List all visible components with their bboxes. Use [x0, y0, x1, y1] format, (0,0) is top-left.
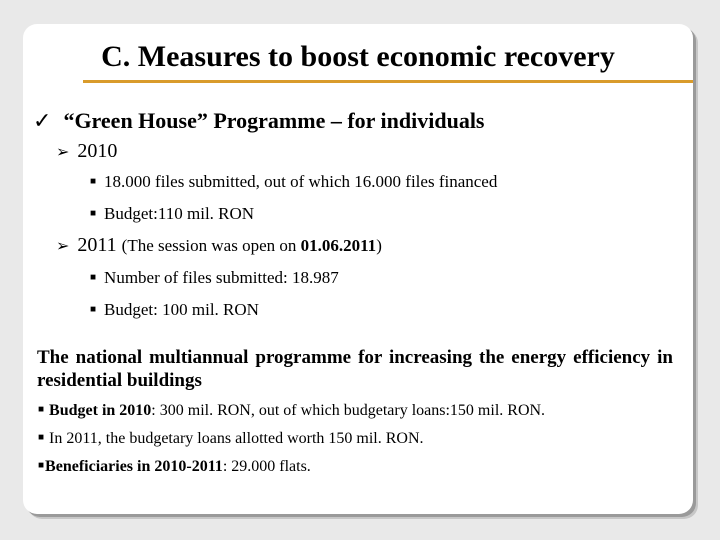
square-bullet-icon: ■: [90, 304, 97, 315]
arrow-bullet-icon: ➢: [56, 238, 70, 255]
checkmark-icon: ✓: [33, 108, 52, 133]
green-house-heading-line: [33, 108, 485, 134]
arrow-bullet-icon: ➢: [56, 144, 70, 161]
session-note-prefix: (The session was open on: [121, 236, 301, 255]
list-item: [38, 458, 311, 476]
budget-2010-text: : 300 mil. RON, out of which budgetary loans:150 mil. RON.: [151, 402, 546, 419]
national-programme-heading: The national multiannual programme for increasing the energy efficiency in residential buildings: [37, 347, 673, 391]
list-item: [90, 268, 339, 288]
beneficiaries-text: : 29.000 flats.: [222, 458, 311, 475]
list-item: [38, 430, 424, 448]
list-item-text: 18.000 files submitted, out of which 16.000 files financed: [104, 172, 498, 191]
list-item: [38, 402, 545, 420]
square-bullet-icon: ■: [90, 176, 97, 187]
square-bullet-icon: ■: [38, 404, 45, 415]
list-item-text: Number of files submitted: 18.987: [104, 268, 339, 287]
session-note: [122, 236, 382, 255]
green-house-heading: “Green House” Programme – for individuals: [63, 108, 485, 133]
year-2011-line: [56, 234, 382, 257]
session-date: 01.06.2011: [300, 236, 377, 255]
list-item-text: Budget: 100 mil. RON: [104, 300, 259, 319]
loans-2011-text: In 2011, the budgetary loans allotted worth 150 mil. RON.: [49, 430, 424, 447]
square-bullet-icon: ■: [38, 460, 45, 471]
list-item: [90, 204, 254, 224]
session-note-suffix: ): [376, 236, 382, 255]
square-bullet-icon: ■: [38, 432, 45, 443]
title-underline: [83, 80, 693, 83]
square-bullet-icon: ■: [90, 208, 97, 219]
year-2010-line: [56, 140, 117, 163]
list-item: [90, 300, 259, 320]
square-bullet-icon: ■: [90, 272, 97, 283]
slide-title: C. Measures to boost economic recovery: [101, 40, 615, 73]
beneficiaries-label: Beneficiaries in 2010-2011: [45, 458, 223, 475]
year-2011-label: 2011: [77, 234, 117, 256]
list-item-text: Budget:110 mil. RON: [104, 204, 255, 223]
list-item: [90, 172, 497, 192]
slide: [23, 24, 693, 514]
budget-2010-label: Budget in 2010: [49, 402, 152, 419]
year-2010-label: 2010: [77, 140, 118, 162]
